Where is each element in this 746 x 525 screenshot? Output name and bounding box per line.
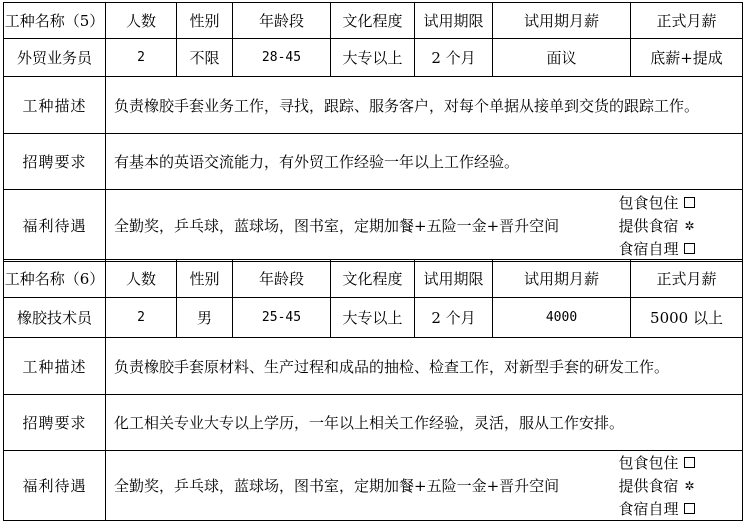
job-count: 2 <box>106 298 177 338</box>
job-probation-salary: 4000 <box>493 298 631 338</box>
job-table-6 <box>3 259 743 521</box>
job-age: 25-45 <box>233 298 331 338</box>
option-item <box>619 474 743 497</box>
job-name: 橡胶技术员 <box>4 298 106 338</box>
option-item <box>619 497 743 520</box>
job-benefits: 全勤奖，乒乓球，蓝球场，图书室，定期加餐+五险一金+晋升空间 <box>106 190 613 262</box>
benefits-label: 福利待遇 <box>4 190 106 262</box>
header-education: 文化程度 <box>331 3 415 39</box>
job-gender: 不限 <box>177 39 233 77</box>
job-probation: 2 个月 <box>415 39 493 77</box>
option-label: 食宿自理 <box>618 240 679 258</box>
job-table-5 <box>3 2 743 262</box>
option-item <box>619 451 743 474</box>
requirements-label: 招聘要求 <box>4 395 106 451</box>
job-formal-salary: 5000 以上 <box>631 298 743 338</box>
sun-icon: ✲ <box>684 218 695 233</box>
header-gender: 性别 <box>177 3 233 39</box>
job-title-label: 工种名称（5） <box>4 3 106 39</box>
job-education: 大专以上 <box>331 39 415 77</box>
job-benefits: 全勤奖，乒乓球，蓝球场，图书室，定期加餐+五险一金+晋升空间 <box>106 451 613 521</box>
option-label: 提供食宿 <box>618 217 679 235</box>
requirements-label: 招聘要求 <box>4 134 106 190</box>
header-age: 年龄段 <box>233 260 331 298</box>
option-label: 提供食宿 <box>618 477 679 495</box>
job-requirements: 化工相关专业大专以上学历，一年以上相关工作经验，灵活，服从工作安排。 <box>106 395 743 451</box>
header-count: 人数 <box>106 260 177 298</box>
checkbox-icon[interactable] <box>684 243 695 254</box>
job-probation-salary: 面议 <box>493 39 631 77</box>
description-label: 工种描述 <box>4 338 106 395</box>
header-formal-salary: 正式月薪 <box>631 260 743 298</box>
job-probation: 2 个月 <box>415 298 493 338</box>
header-gender: 性别 <box>177 260 233 298</box>
option-item <box>619 237 743 260</box>
header-formal-salary: 正式月薪 <box>631 3 743 39</box>
header-age: 年龄段 <box>233 3 331 39</box>
option-label: 包食包住 <box>618 454 679 472</box>
description-label: 工种描述 <box>4 77 106 134</box>
job-age: 28-45 <box>233 39 331 77</box>
checkbox-icon[interactable] <box>684 197 695 208</box>
job-requirements: 有基本的英语交流能力，有外贸工作经验一年以上工作经验。 <box>106 134 743 190</box>
job-formal-salary: 底薪+提成 <box>631 39 743 77</box>
job-count: 2 <box>106 39 177 77</box>
benefits-label: 福利待遇 <box>4 451 106 521</box>
job-description: 负责橡胶手套原材料、生产过程和成品的抽检、检查工作，对新型手套的研发工作。 <box>106 338 743 395</box>
job-description: 负责橡胶手套业务工作，寻找，跟踪、服务客户，对每个单据从接单到交货的跟踪工作。 <box>106 77 743 134</box>
sun-icon: ✲ <box>684 478 695 493</box>
checkbox-icon[interactable] <box>684 457 695 468</box>
option-item <box>619 214 743 237</box>
accommodation-options <box>613 190 743 262</box>
header-probation: 试用期限 <box>415 3 493 39</box>
accommodation-options <box>613 451 743 521</box>
header-count: 人数 <box>106 3 177 39</box>
checkbox-icon[interactable] <box>684 503 695 514</box>
job-name: 外贸业务员 <box>4 39 106 77</box>
header-probation: 试用期限 <box>415 260 493 298</box>
option-item <box>619 191 743 214</box>
page-edge-mark <box>348 520 393 524</box>
option-label: 包食包住 <box>618 194 679 212</box>
header-probation-salary: 试用期月薪 <box>493 260 631 298</box>
header-probation-salary: 试用期月薪 <box>493 3 631 39</box>
job-education: 大专以上 <box>331 298 415 338</box>
job-gender: 男 <box>177 298 233 338</box>
option-label: 食宿自理 <box>618 500 679 518</box>
job-title-label: 工种名称（6） <box>4 260 106 298</box>
header-education: 文化程度 <box>331 260 415 298</box>
